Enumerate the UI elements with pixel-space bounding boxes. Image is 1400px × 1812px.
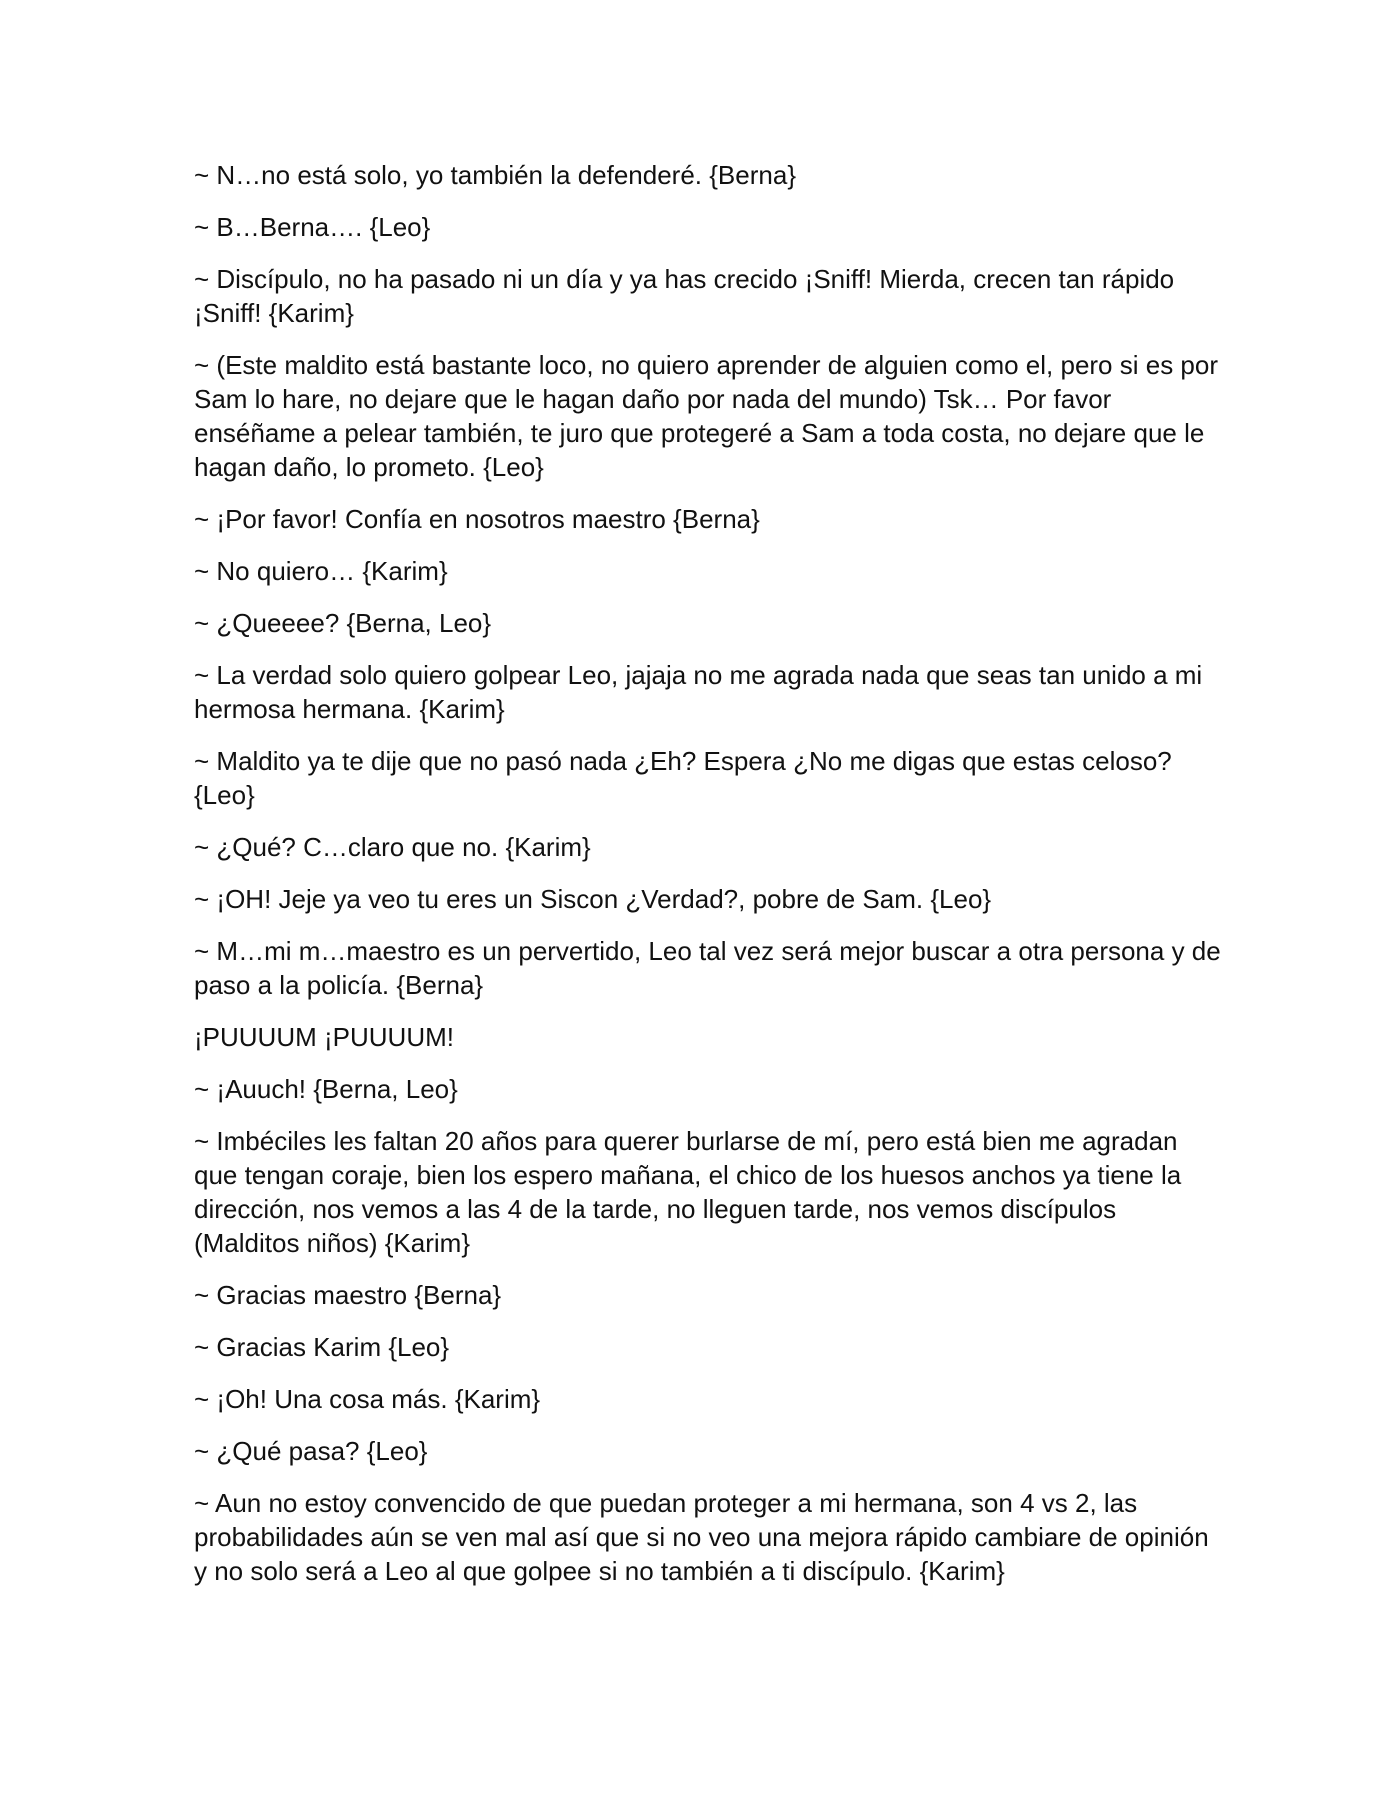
dialogue-paragraph: ~ La verdad solo quiero golpear Leo, jajaja no me agrada nada que seas tan unido a mi hermosa hermana. {Karim}	[194, 660, 1203, 724]
dialogue-paragraph: ~ ¡Oh! Una cosa más. {Karim}	[194, 1384, 541, 1414]
dialogue-paragraph: ~ Gracias Karim {Leo}	[194, 1332, 450, 1362]
dialogue-paragraph: ~ ¿Qué? C…claro que no. {Karim}	[194, 832, 591, 862]
dialogue-paragraph: ~ ¡Auuch! {Berna, Leo}	[194, 1074, 458, 1104]
dialogue-paragraph: ~ M…mi m…maestro es un pervertido, Leo tal vez será mejor buscar a otra persona y de paso a la policía. {Berna}	[194, 936, 1221, 1000]
dialogue-paragraph: ~ No quiero… {Karim}	[194, 556, 448, 586]
dialogue-paragraph: ~ Maldito ya te dije que no pasó nada ¿Eh? Espera ¿No me digas que estas celoso? {Leo}	[194, 746, 1172, 810]
dialogue-paragraph: ~ N…no está solo, yo también la defenderé. {Berna}	[194, 160, 796, 190]
dialogue-paragraph: ~ (Este maldito está bastante loco, no quiero aprender de alguien como el, pero si es por Sam lo hare, no dejare que le hagan daño por nada del mundo) Tsk… Por favor enséñame a pelear también, te juro que protegeré a Sam a toda costa, no dejare que le hagan daño, lo prometo. {Leo}	[194, 350, 1219, 482]
dialogue-paragraph: ~ ¡Por favor! Confía en nosotros maestro {Berna}	[194, 504, 760, 534]
dialogue-paragraph: ~ B…Berna…. {Leo}	[194, 212, 431, 242]
dialogue-paragraph: ~ Gracias maestro {Berna}	[194, 1280, 502, 1310]
dialogue-paragraph: ~ Imbéciles les faltan 20 años para querer burlarse de mí, pero está bien me agradan que tengan coraje, bien los espero mañana, el chico de los huesos anchos ya tiene la dirección, nos vemos a las 4 de la tarde, no lleguen tarde, nos vemos discípulos (Malditos niños) {Karim}	[194, 1126, 1182, 1258]
dialogue-paragraph: ~ ¿Queeee? {Berna, Leo}	[194, 608, 492, 638]
dialogue-paragraph: ~ Discípulo, no ha pasado ni un día y ya has crecido ¡Sniff! Mierda, crecen tan rápido ¡Sniff! {Karim}	[194, 264, 1175, 328]
document-body	[194, 158, 1224, 1606]
dialogue-paragraph: ~ ¿Qué pasa? {Leo}	[194, 1436, 428, 1466]
dialogue-paragraph: ~ ¡OH! Jeje ya veo tu eres un Siscon ¿Verdad?, pobre de Sam. {Leo}	[194, 884, 992, 914]
dialogue-paragraph: ~ Aun no estoy convencido de que puedan proteger a mi hermana, son 4 vs 2, las probabilidades aún se ven mal así que si no veo una mejora rápido cambiare de opinión y no solo será a Leo al que golpee si no también a ti discípulo. {Karim}	[194, 1488, 1209, 1586]
sound-effect-line: ¡PUUUUM ¡PUUUUM!	[194, 1022, 454, 1052]
